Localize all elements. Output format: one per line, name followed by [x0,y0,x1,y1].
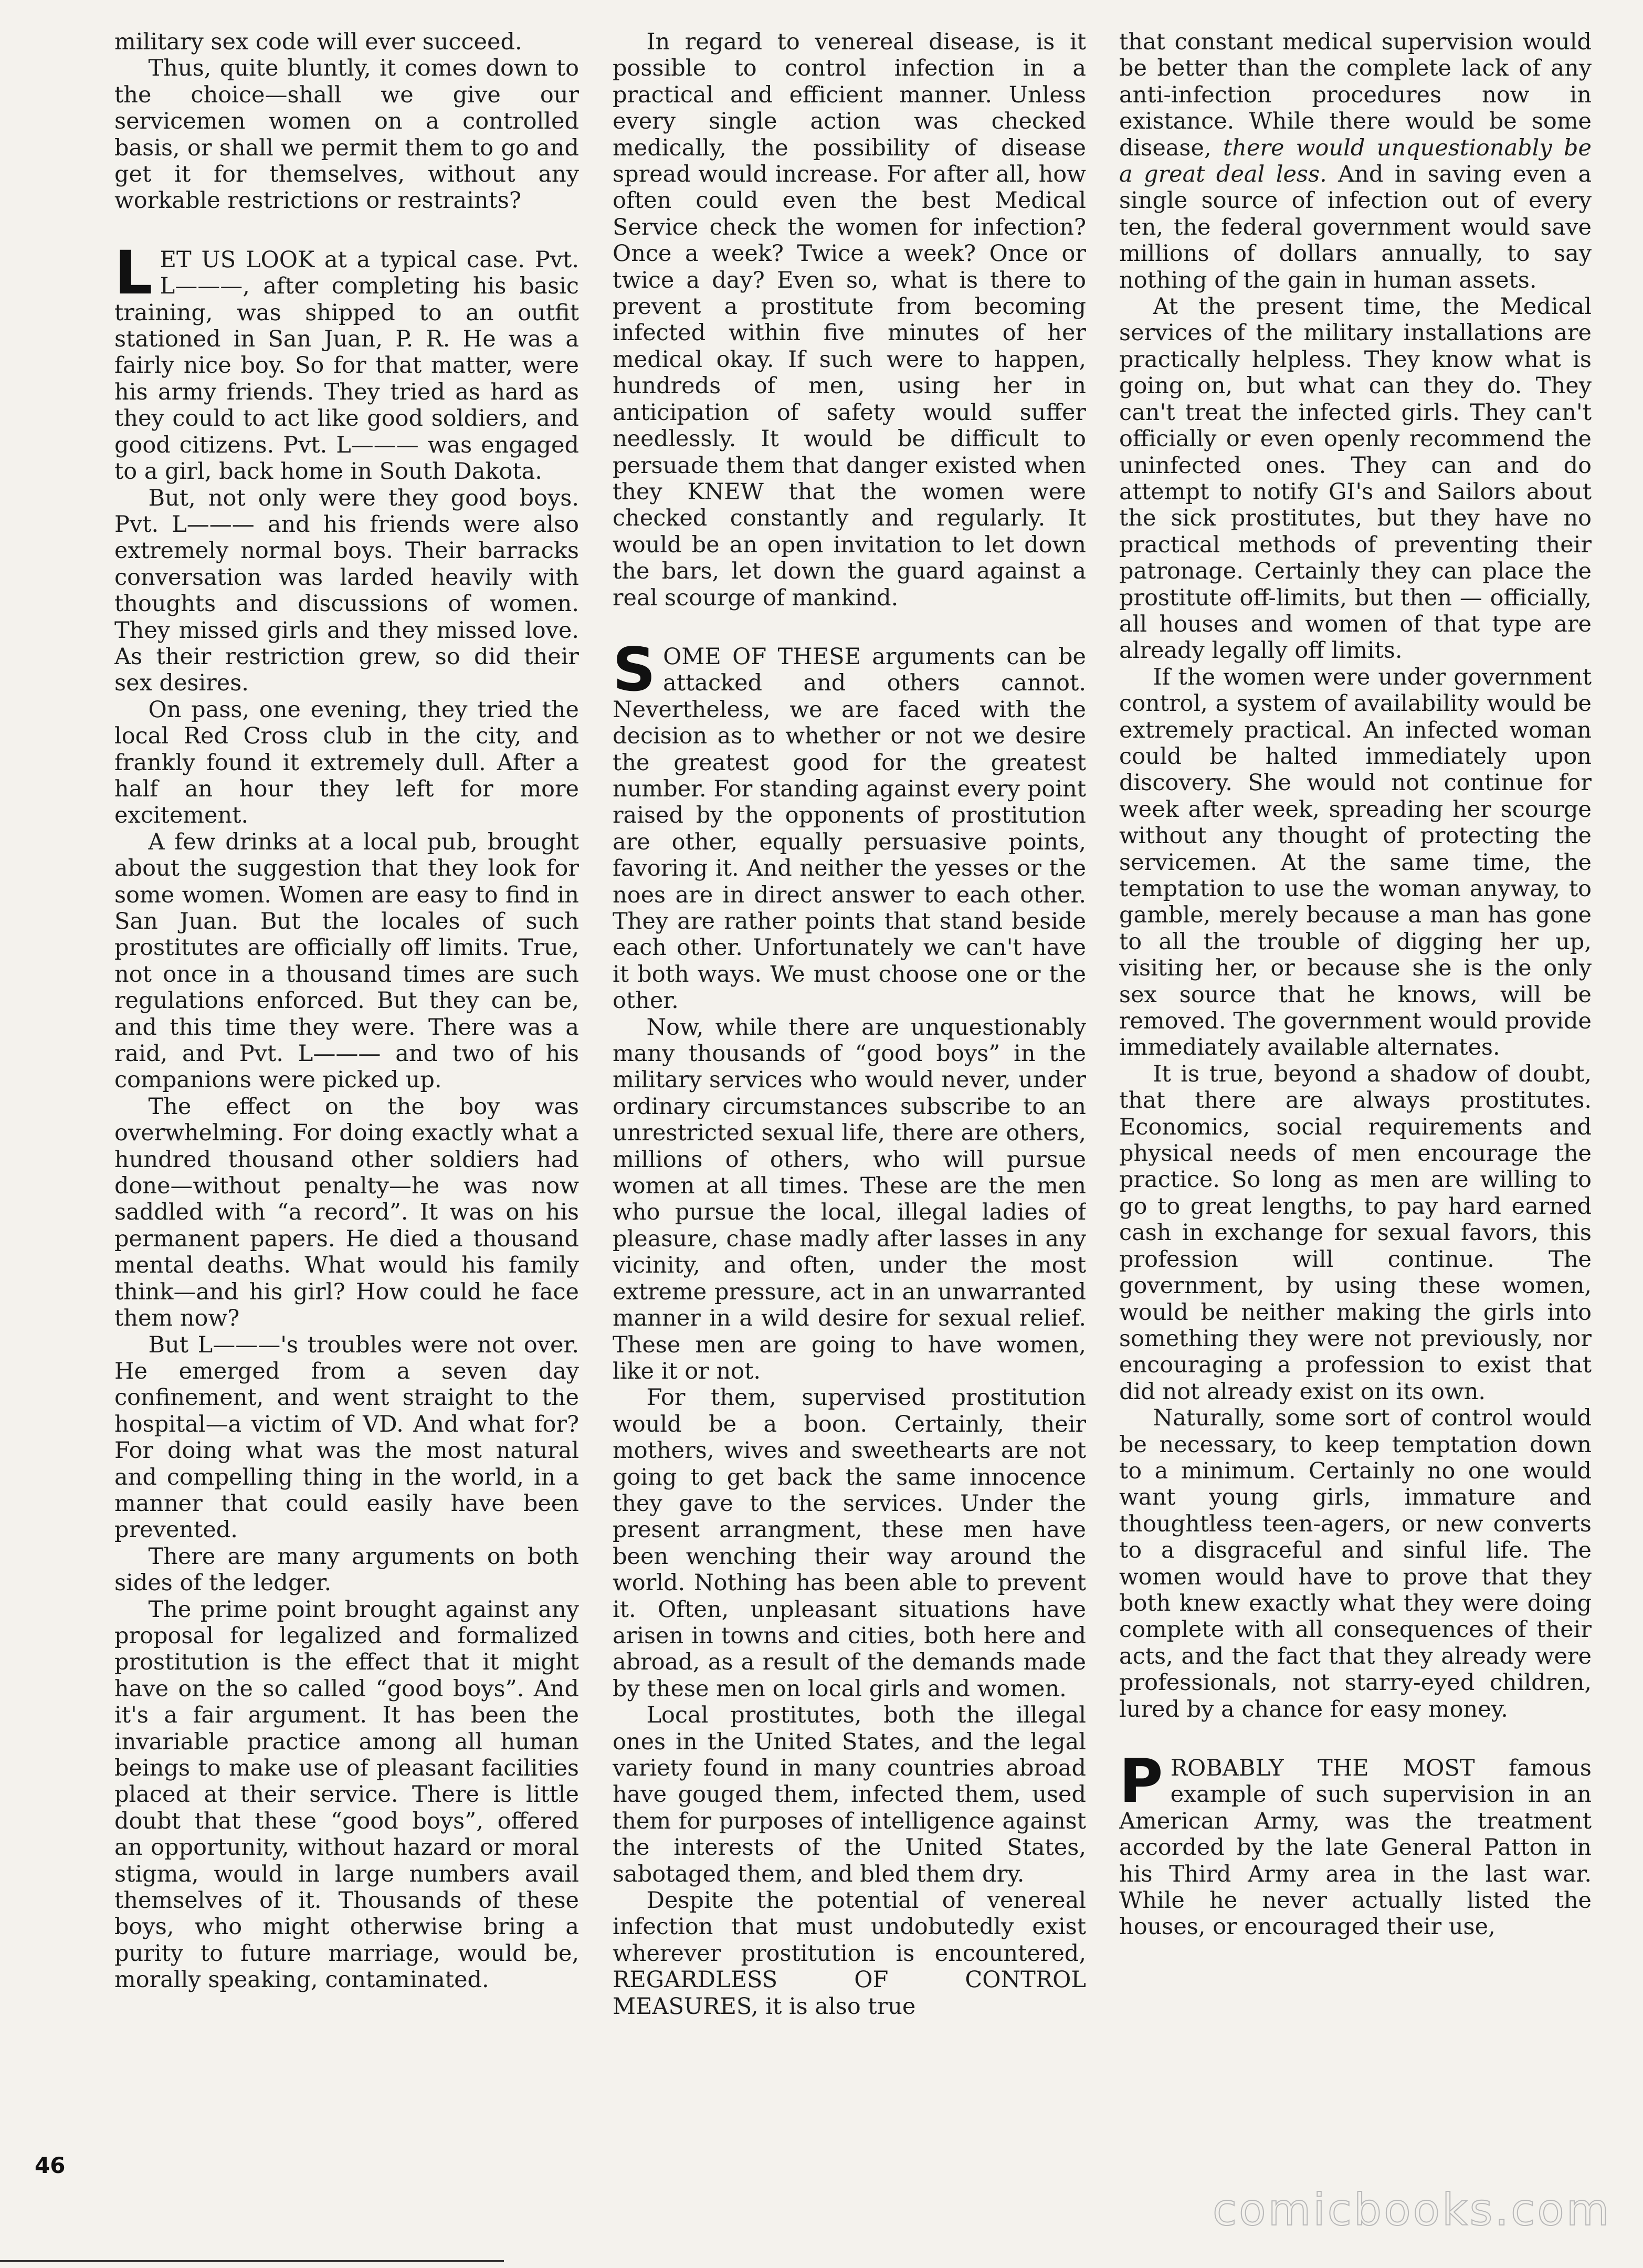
paragraph [613,1887,1086,2020]
paragraph [1119,1405,1592,1723]
paragraph [114,1094,579,1332]
paragraph [114,1597,579,1993]
paragraph-text: famous example of such supervision in an American Army, was the treatment accorded by the late General Patton in his Third Army area in the last war. While he never actually listed the houses, or encouraged their use, [1119,1755,1592,1940]
paragraph-text: that constant medical supervision would be better than the complete lack of any anti-infection procedures now in existance. While there would be some disease, [1119,29,1592,161]
paragraph-text: Thus, quite bluntly, it comes down to the choice—shall we give our servicemen women on a controlled basis, or shall we permit them to go and get it for themselves, without any workable restrictions or restraints? [114,55,579,214]
paragraph-text: In regard to venereal disease, is it possible to control infection in a practical and efficient manner. Unless every single action was checked medically, the possibility of disease spread would increase. For after all, how often could even the best Medical Service check the women for infection? Once a week? Twice a week? Once or twice a day? Even so, what is there to prevent a prostitute from becoming infected within five minutes of her medical okay. If such were to happen, hundreds of men, using her in anticipation of safety would suffer needlessly. It would be difficult to persuade them that danger existed when they KNEW that the women were checked constantly and regularly. It would be an open invitation to let down the bars, let down the guard against a real scourge of mankind. [613,29,1086,611]
text-column-3 [1119,29,1592,2160]
paragraph [114,237,579,485]
paragraph-text: At the present time, the Medical services of the military installations are practically helpless. They know what is going on, but what can they do. They can't treat the infected girls. They can't officially or even openly recommend the uninfected ones. They can and do attempt to notify GI's and Sailors about the sick prostitutes, but they have no practical methods of preventing their patronage. Certainly they can place the prostitute off-limits, but then — officially, all houses and women of that type are already legally off limits. [1119,293,1592,664]
paragraph-text: Naturally, some sort of control would be necessary, to keep temptation down to a minimum. Certainly no one would want young girls, immature and thoughtless teen-agers, or new converts to a disgraceful and sinful life. The women would have to prove that they both knew exactly what they were doing complete with all consequences of their acts, and the fact that they already were professionals, not starry-eyed children, lured by a chance for easy money. [1119,1405,1592,1723]
paragraph-text: There are many arguments on both sides of the ledger. [114,1543,579,1597]
emphasis-text: there would unquestionably be a great deal less. [1119,134,1592,188]
paragraph-text: A few drinks at a local pub, brought about the suggestion that they look for some women. Women are easy to find in San Juan. But the locales of such prostitutes are officially off limits. True, not once in a thousand times are such regulations enforced. But they can be, and this time they were. There was a raid, and Pvt. L——— and two of his companions were picked up. [114,828,579,1094]
paragraph-text-tail: And in saving even a single source of infection out of every ten, the federal government would save millions of dollars annually, to say nothing of the gain in human assets. [1119,161,1592,293]
paragraph [114,697,579,829]
paragraph-text: It is true, beyond a shadow of doubt, that there are always prostitutes. Economics, social requirements and physical needs of men encourage the practice. So long as men are willing to go to great lengths, to pay hard earned cash in exchange for sexual favors, this profession will continue. The government, by using these women, would be neither making the girls into something they were not previously, nor encouraging a profession to exist that did not already exist on its own. [1119,1060,1592,1405]
paragraph [114,485,579,697]
paragraph-text: If the women were under government control, a system of availability would be extremely practical. An infected woman could be halted immediately upon discovery. She would not continue for week after week, spreading her scourge without any thought of protecting the servicemen. At the same time, the temptation to use the woman anyway, to gamble, merely because a man has gone to all the trouble of digging her up, visiting her, or because she is the only sex source that he knows, will be removed. The government would provide immediately available alternates. [1119,664,1592,1061]
drop-cap: S [613,634,656,705]
paragraph-text: arguments can be attacked and others cannot. Nevertheless, we are faced with the decision as to whether or not we desire the greatest good for the greatest number. For standing against every point raised by the opponents of prostitution are other, equally persuasive points, favoring it. And neither the yesses or the noes are in direct answer to each other. They are rather points that stand beside each other. Unfortunately we can't have it both ways. We must choose one or the other. [613,643,1086,1014]
paragraph-text: Local prostitutes, both the illegal ones in the United States, and the legal variety found in many countries abroad have gouged them, infected them, used them for purposes of intelligence against the interests of the United States, sabotaged them, and bled them dry. [613,1702,1086,1887]
paragraph-text: The effect on the boy was overwhelming. For doing exactly what a hundred thousand other soldiers had done—without penalty—he was now saddled with “a record”. It was on his permanent papers. He died a thousand mental deaths. What would his family think—and his girl? How could he face them now? [114,1093,579,1332]
paragraph [114,1544,579,1597]
paragraph [1119,1061,1592,1405]
paragraph [1119,293,1592,664]
paragraph-text: military sex code will ever succeed. [114,29,522,55]
watermark-logo: comicbooks.com [1213,2184,1612,2235]
paragraph-text: But L———'s troubles were not over. He emerged from a seven day confinement, and went straight to the hospital—a victim of VD. And what for? For doing what was the most natural and compelling thing in the world, in a manner that could easily have been prevented. [114,1331,579,1544]
paragraph [613,634,1086,1014]
paragraph [613,29,1086,611]
paragraph [1119,664,1592,1061]
paragraph-text: For them, supervised prostitution would be a boon. Certainly, their mothers, wives and sweethearts are not going to get back the same innocence they gave to the services. Under the present arrangment, these men have been wenching their way around the world. Nothing has been able to prevent it. Often, unpleasant situations have arisen in towns and cities, both here and abroad, as a result of the demands made by these men on local girls and women. [613,1384,1086,1702]
paragraph-text: Now, while there are unquestionably many thousands of “good boys” in the military services who would never, under ordinary circumstances subscribe to an unrestricted sexual life, there are others, millions of others, who will pursue women at all times. These are the men who pursue the local, illegal ladies of pleasure, chase madly after lasses in any vicinity, and often, under the most extreme pressure, act in an unwarranted manner in a wild desire for sexual relief. These men are going to have women, like it or not. [613,1014,1086,1384]
paragraph [1119,1746,1592,1940]
page-number: 46 [35,2152,66,2178]
paragraph [114,55,579,214]
paragraph [613,1702,1086,1887]
paragraph [114,29,579,55]
paragraph [613,1384,1086,1702]
paragraph-text: at a typical case. Pvt. L———, after completing his basic training, was shipped to an outfit stationed in San Juan, P. R. He was a fairly nice boy. So for that matter, were his army friends. They tried as hard as they could to act like good soldiers, and good citizens. Pvt. L——— was engaged to a girl, back home in South Dakota. [114,246,579,485]
lead-in-caps: OME OF THESE [663,643,861,670]
paragraph-text: The prime point brought against any proposal for legalized and formalized prostitution is the effect that it might have on the so called “good boys”. And it's a fair argument. It has been the invariable practice among all human beings to make use of pleasant facilities placed at their service. There is little doubt that these “good boys”, offered an opportunity, without hazard or moral stigma, would in large numbers avail themselves of it. Thousands of these boys, who might otherwise bring a purity to future marriage, would be, morally speaking, contaminated. [114,1596,579,1993]
paragraph-text: On pass, one evening, they tried the local Red Cross club in the city, and frankly found it extremely dull. After a half an hour they left for more excitement. [114,696,579,829]
text-column-1 [114,29,579,2160]
paragraph [1119,29,1592,293]
lead-in-caps: ROBABLY THE MOST [1170,1755,1475,1781]
paragraph [613,1014,1086,1385]
paragraph-text: But, not only were they good boys. Pvt. L——— and his friends were also extremely normal boys. Their barracks conversation was larded heavily with thoughts and discussions of women. They missed girls and they missed love. As their restriction grew, so did their sex desires. [114,485,579,697]
paragraph [114,1332,579,1544]
drop-cap: L [114,237,153,308]
paragraph-text: Despite the potential of venereal infection that must undobutedly exist wherever prostitution is encountered, REGARDLESS OF CONTROL MEASURES, it is also true [613,1887,1086,2020]
drop-cap: P [1119,1746,1163,1816]
paragraph [114,829,579,1094]
lead-in-caps: ET US LOOK [160,246,315,273]
text-column-2 [613,29,1086,2160]
footer-rule [0,2260,504,2262]
